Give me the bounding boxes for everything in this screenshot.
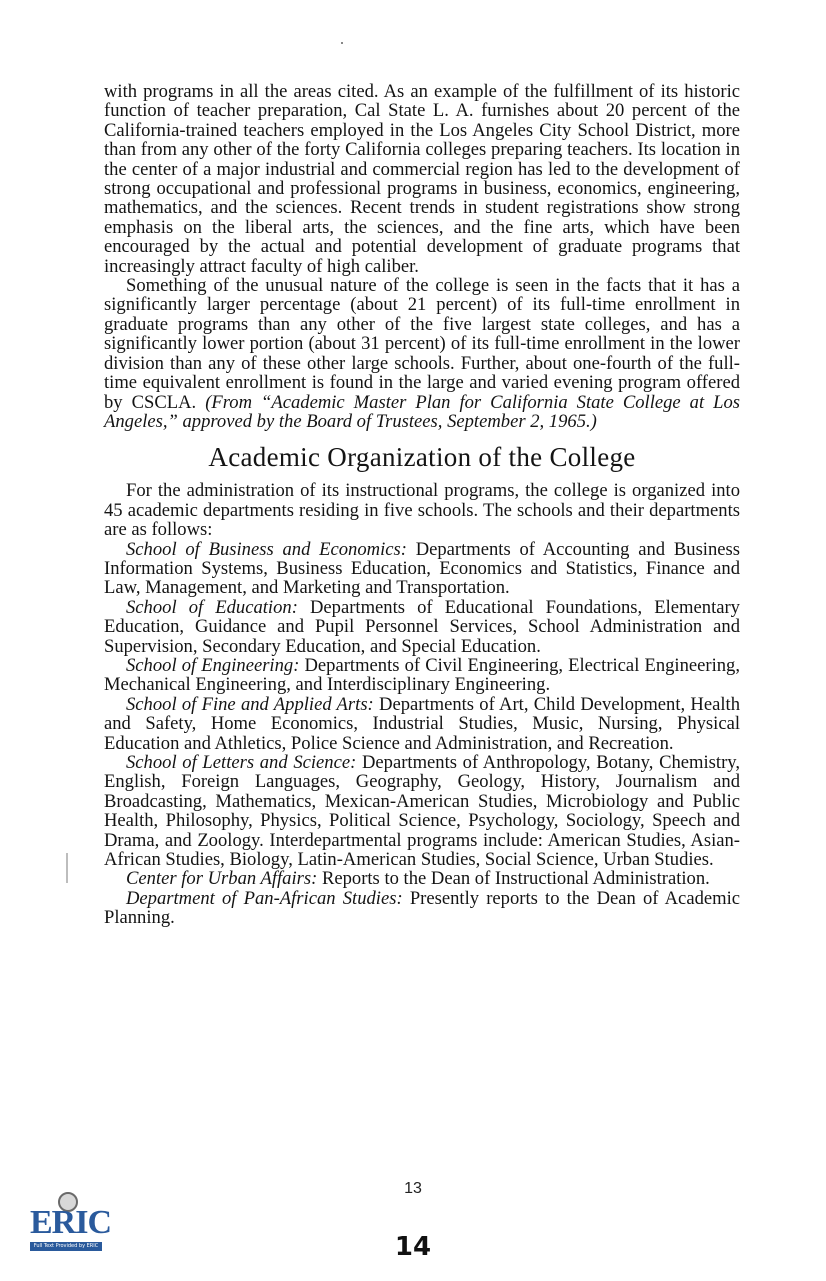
- entry-pan-african: [104, 889, 740, 928]
- eric-wordmark: ERIC: [30, 1204, 112, 1241]
- paragraph-enrollment-text: Something of the unusual nature of the college is seen in the facts that it has a significantly larger percentage (about 21 percent) of its full-time enrollment in graduate programs than any other of the five largest state colleges, and has a significantly lower portion (about 31 percent) of its full-time enrollment in the lower division than any of these other large schools. Further, about one-fourth of the full-time equivalent enrollment is found in the large and varied evening program offered by CSCLA.: [104, 275, 740, 413]
- paragraph-citation: (From “Academic Master Plan for California State College at Los Angeles,” approved by the Board of Trustees, September 2, 1965.): [104, 391, 741, 432]
- school-departments: Departments of Civil Engineering, Electrical Engineering, Mechanical Engineering, and Interdisciplinary Engineering.: [104, 654, 740, 696]
- school-name: School of Business and Economics:: [126, 538, 407, 560]
- school-entry-engineering: [104, 656, 740, 695]
- school-entry-letters-science: [104, 753, 740, 869]
- scan-speck: [341, 42, 343, 44]
- school-departments: Departments of Educational Foundations, Elementary Education, Guidance and Pupil Personnel Services, School Administration and Supervision, Secondary Education, and Special Education.: [104, 596, 740, 657]
- section-heading: Academic Organization of the College: [208, 442, 636, 473]
- school-entry-education: [104, 598, 740, 656]
- paragraph-continuation: with programs in all the areas cited. As an example of the fulfillment of its historic function of teacher preparation, Cal State L. A. furnishes about 20 percent of the California-trained teachers employed in the Los Angeles City School District, more than from any other of the forty California colleges preparing teachers. Its location in the center of a major industrial and commercial region has led to the development of strong occupational and professional programs in business, economics, engineering, mathematics, and the sciences. Recent trends in student registrations show strong emphasis on the liberal arts, the sciences, and the fine arts, which have been encouraged by the actual and potential development of graduate programs that increasingly attract faculty of high caliber.: [104, 81, 740, 277]
- paragraph-enrollment: [104, 276, 740, 431]
- school-departments: Reports to the Dean of Instructional Administration.: [321, 868, 710, 890]
- school-departments: Presently reports to the Dean of Academic Planning.: [104, 887, 740, 929]
- eric-tagline: Full Text Provided by ERIC: [30, 1242, 102, 1251]
- school-entry-fine-arts: [104, 695, 740, 753]
- fiche-frame-number: 14: [394, 1232, 432, 1262]
- page-number: 13: [404, 1180, 422, 1197]
- school-departments: Departments of Accounting and Business Information Systems, Business Education, Economics and Statistics, Finance and Law, Management, and Marketing and Transportation.: [104, 538, 740, 599]
- school-name: School of Engineering:: [126, 654, 300, 676]
- page-body: [104, 82, 740, 928]
- school-name: School of Education:: [126, 596, 298, 618]
- scan-margin-mark: [66, 853, 68, 883]
- entry-urban-affairs: [104, 869, 740, 888]
- school-name: School of Letters and Science:: [126, 752, 357, 773]
- school-departments: Departments of Art, Child Development, Health and Safety, Home Economics, Industrial Studies, Music, Nursing, Physical Education and Athletics, Police Science and Administration, and Recreation.: [104, 693, 740, 754]
- school-entry-business: [104, 540, 740, 598]
- school-name: Center for Urban Affairs:: [126, 868, 318, 890]
- paragraph-intro: For the administration of its instructional programs, the college is organized into 45 academic departments residing in five schools. The schools and their departments are as follows:: [104, 480, 740, 541]
- school-name: School of Fine and Applied Arts:: [126, 693, 374, 715]
- school-name: Department of Pan-African Studies:: [126, 887, 403, 909]
- school-departments: Departments of Anthropology, Botany, Chemistry, English, Foreign Languages, Geography, Geology, History, Journalism and Broadcasting, Mathematics, Mexican-American Studies, Microbiology and Public Health, Philosophy, Physics, Political Science, Psychology, Sociology, Speech and Drama, and Zoology. Interdepartmental programs include: American Studies, Asian-African Studies, Biology, Latin-American Studies, Social Science, Urban Studies.: [104, 752, 740, 871]
